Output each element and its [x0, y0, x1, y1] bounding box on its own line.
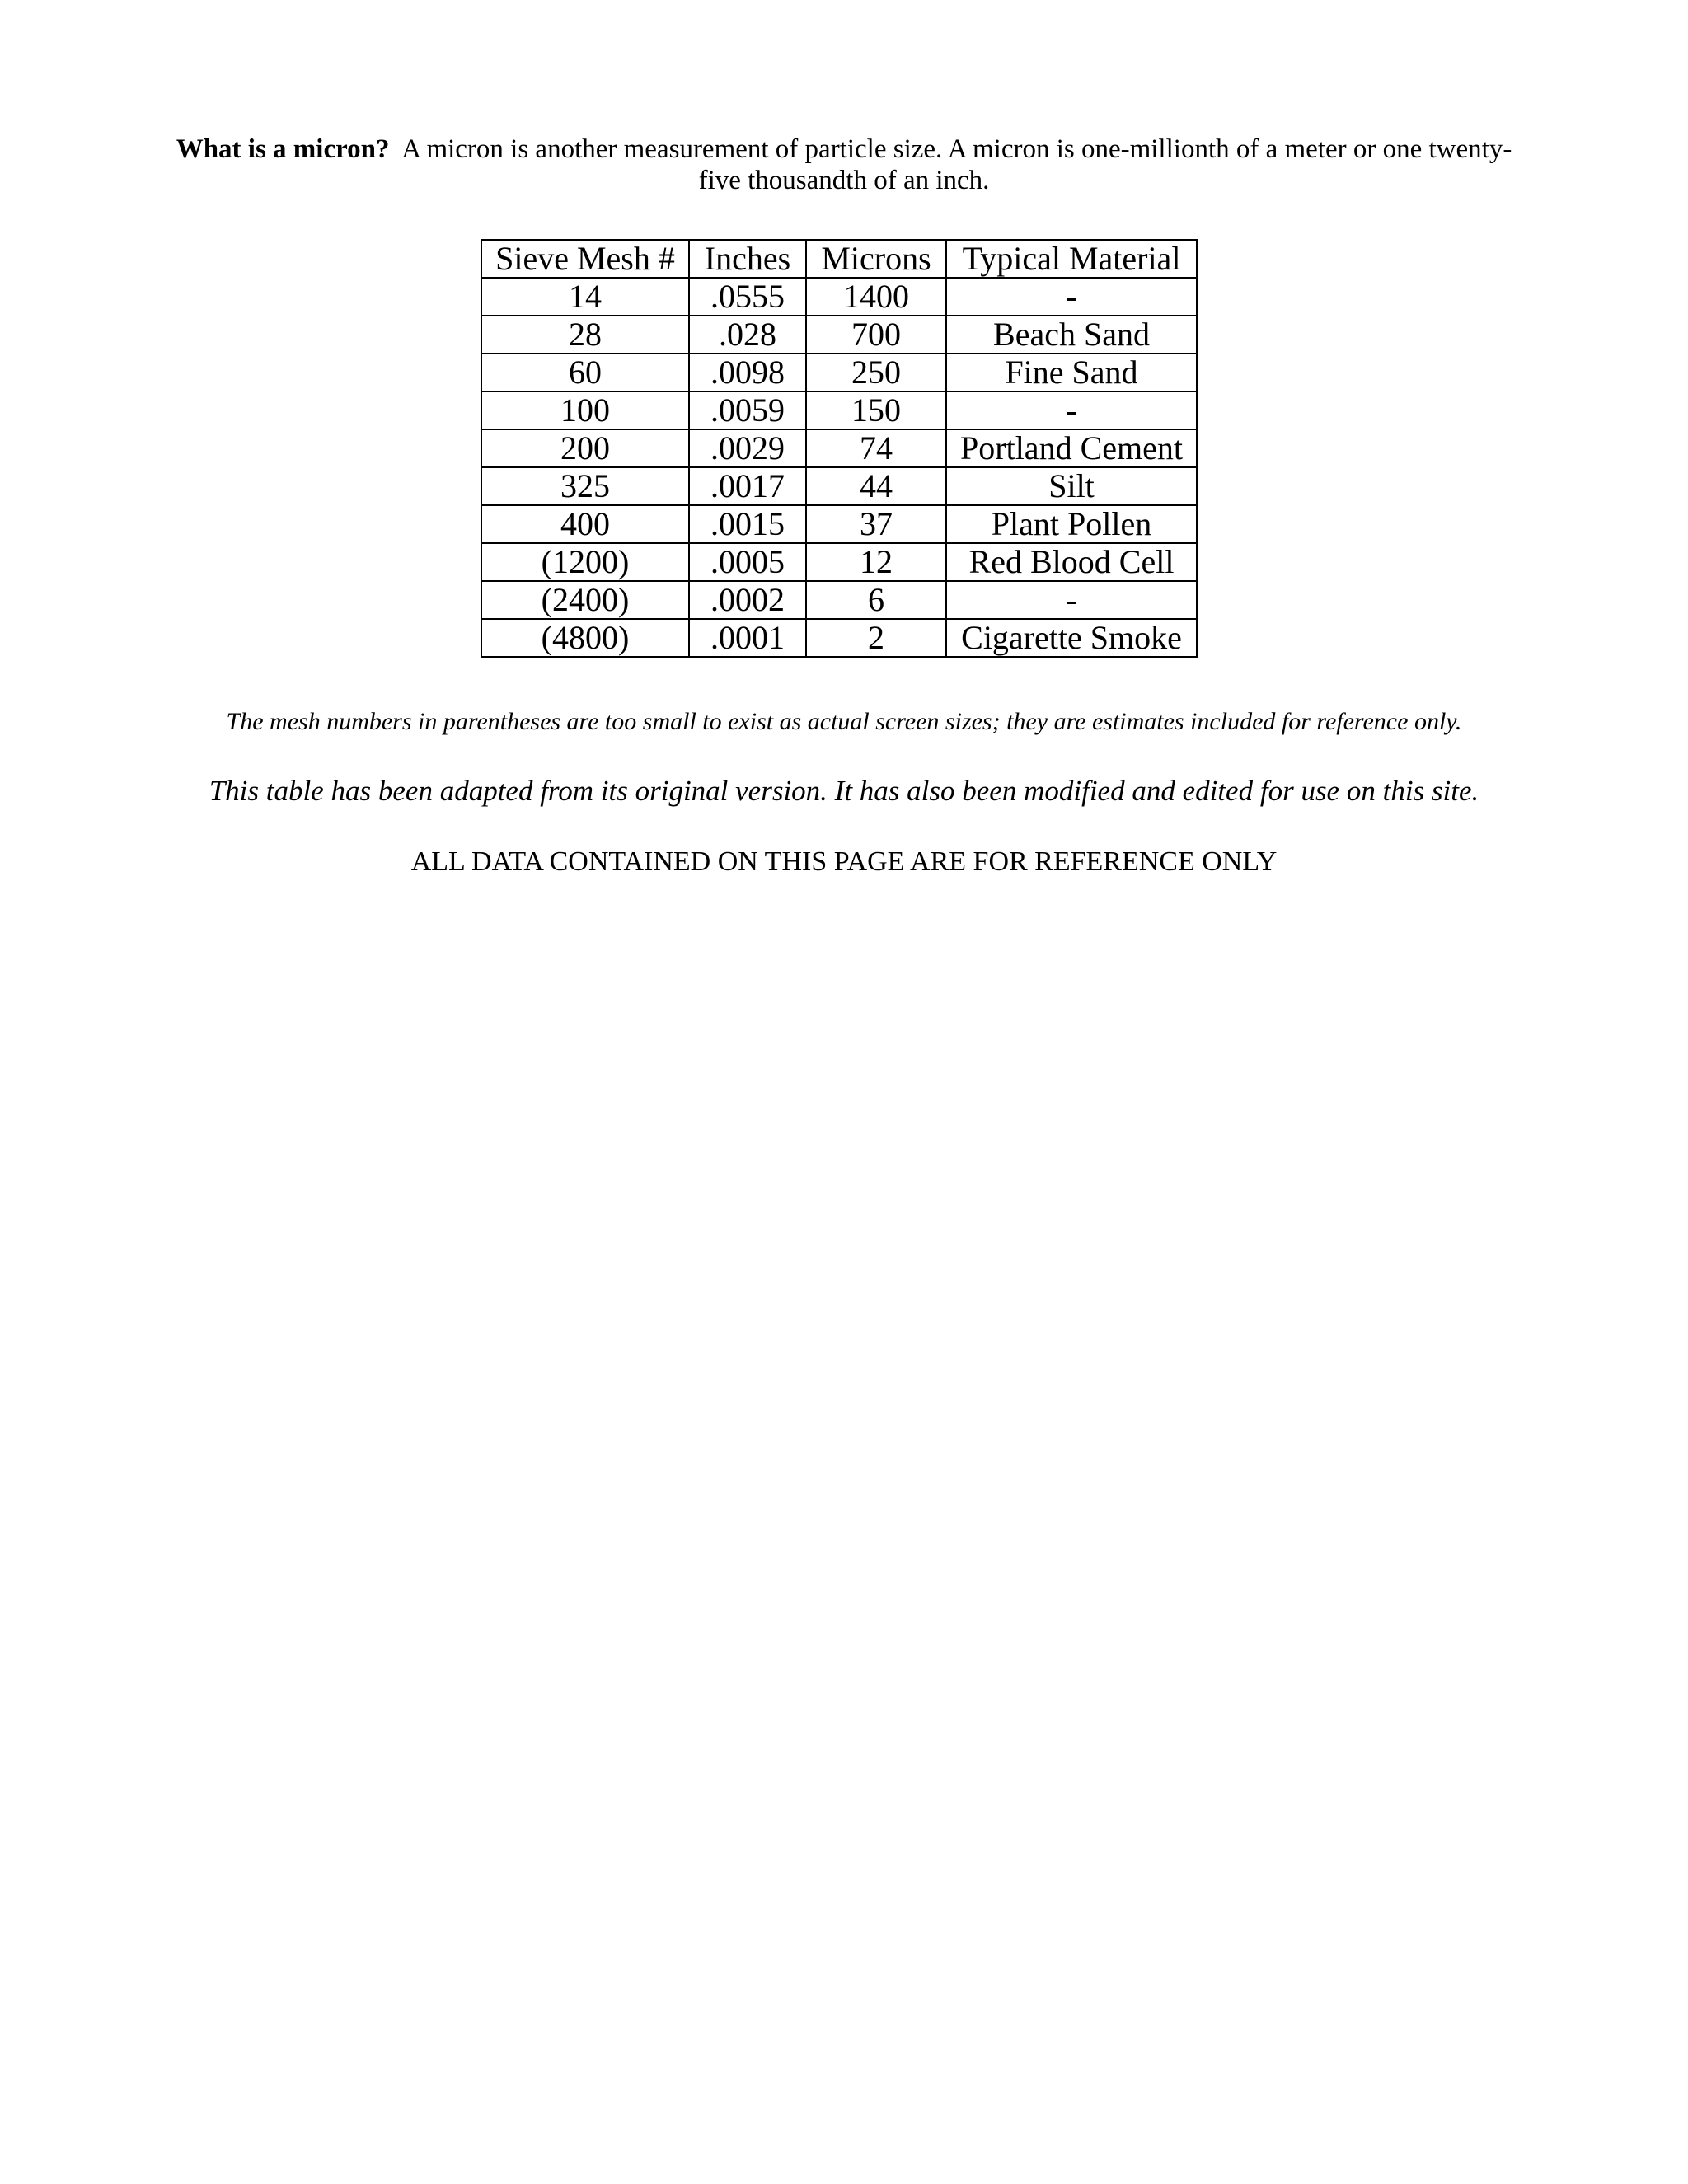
parentheses-note: The mesh numbers in parentheses are too small to exist as actual screen sizes; they are estimates included for reference only.: [226, 708, 1462, 735]
intro-question: What is a micron?: [176, 134, 390, 164]
table-row: [481, 581, 1197, 619]
cell-typical-material: -: [946, 278, 1197, 316]
cell-sieve-mesh: 28: [481, 316, 689, 354]
cell-typical-material: -: [946, 581, 1197, 619]
cell-typical-material: Red Blood Cell: [946, 543, 1197, 581]
cell-microns: 6: [806, 581, 946, 619]
cell-typical-material: Beach Sand: [946, 316, 1197, 354]
cell-typical-material: Fine Sand: [946, 354, 1197, 391]
cell-typical-material: Cigarette Smoke: [946, 619, 1197, 657]
cell-sieve-mesh: (2400): [481, 581, 689, 619]
cell-microns: 700: [806, 316, 946, 354]
cell-inches: .0005: [689, 543, 806, 581]
cell-inches: .0015: [689, 505, 806, 543]
cell-microns: 44: [806, 467, 946, 505]
cell-sieve-mesh: 200: [481, 429, 689, 467]
table-row: [481, 316, 1197, 354]
cell-sieve-mesh: 60: [481, 354, 689, 391]
cell-microns: 37: [806, 505, 946, 543]
header-typical-material: Typical Material: [946, 240, 1197, 278]
table-row: [481, 505, 1197, 543]
cell-typical-material: Silt: [946, 467, 1197, 505]
cell-sieve-mesh: (4800): [481, 619, 689, 657]
cell-microns: 150: [806, 391, 946, 429]
cell-inches: .0001: [689, 619, 806, 657]
adaptation-note: This table has been adapted from its original version. It has also been modified and edited for use on this site.: [209, 775, 1479, 807]
cell-sieve-mesh: 400: [481, 505, 689, 543]
cell-sieve-mesh: (1200): [481, 543, 689, 581]
intro-paragraph: [165, 134, 1523, 196]
cell-inches: .0059: [689, 391, 806, 429]
cell-sieve-mesh: 100: [481, 391, 689, 429]
cell-sieve-mesh: 325: [481, 467, 689, 505]
table-row: [481, 429, 1197, 467]
cell-inches: .0555: [689, 278, 806, 316]
cell-typical-material: Plant Pollen: [946, 505, 1197, 543]
intro-answer: A micron is another measurement of particle size. A micron is one-millionth of a meter or one twenty-five thousandth of an inch.: [401, 134, 1512, 195]
table-row: [481, 467, 1197, 505]
sieve-size-table: [481, 239, 1198, 658]
cell-microns: 1400: [806, 278, 946, 316]
reference-disclaimer: ALL DATA CONTAINED ON THIS PAGE ARE FOR REFERENCE ONLY: [410, 846, 1278, 877]
table-row: [481, 391, 1197, 429]
table-row: [481, 354, 1197, 391]
cell-typical-material: -: [946, 391, 1197, 429]
cell-inches: .0002: [689, 581, 806, 619]
cell-sieve-mesh: 14: [481, 278, 689, 316]
cell-inches: .0017: [689, 467, 806, 505]
cell-inches: .0029: [689, 429, 806, 467]
cell-microns: 2: [806, 619, 946, 657]
header-sieve-mesh: Sieve Mesh #: [481, 240, 689, 278]
cell-microns: 12: [806, 543, 946, 581]
table-row: [481, 278, 1197, 316]
header-microns: Microns: [806, 240, 946, 278]
header-inches: Inches: [689, 240, 806, 278]
table-row: [481, 543, 1197, 581]
cell-inches: .028: [689, 316, 806, 354]
table-row: [481, 619, 1197, 657]
table-header-row: [481, 240, 1197, 278]
cell-microns: 74: [806, 429, 946, 467]
cell-typical-material: Portland Cement: [946, 429, 1197, 467]
cell-inches: .0098: [689, 354, 806, 391]
cell-microns: 250: [806, 354, 946, 391]
